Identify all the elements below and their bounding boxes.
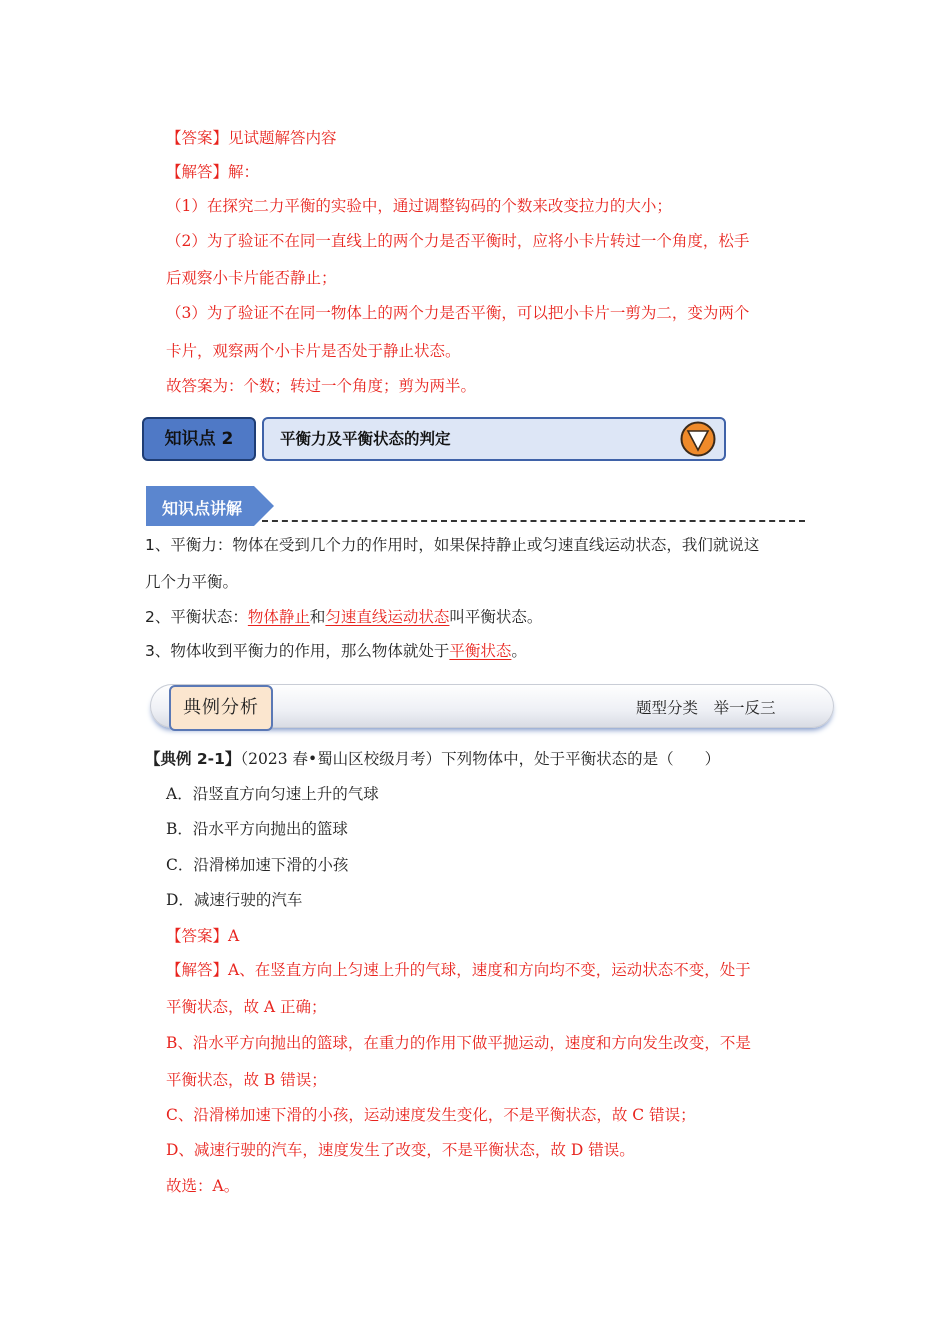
lecture-paragraph-3 — [145, 641, 527, 661]
p2-term-uniform-motion: 匀速直线运动状态 — [325, 608, 450, 626]
p2-mid: 和 — [309, 608, 326, 626]
example-solution-a-text: A、在竖直方向上匀速上升的气球，速度和方向均不变，运动状态不变，处于 — [228, 961, 751, 979]
solution-line — [166, 162, 259, 182]
p2-term-static: 物体静止 — [247, 608, 310, 626]
example-solution-c: C、沿滑梯加速下滑的小孩，运动速度发生变化，不是平衡状态，故 C 错误； — [166, 1106, 696, 1124]
solution-label: 【解答】 — [166, 163, 229, 181]
option-b: B．沿水平方向抛出的篮球 — [166, 820, 348, 838]
solution-text: 解： — [228, 163, 260, 181]
example-question-text: （2023 春•蜀山区校级月考）下列物体中，处于平衡状态的是（ ） — [240, 750, 721, 768]
example-answer — [166, 926, 239, 946]
p3-prefix: 3、物体收到平衡力的作用，那么物体就处于 — [145, 642, 450, 660]
answer-text: 见试题解答内容 — [228, 129, 337, 147]
option-a: A．沿竖直方向匀速上升的气球 — [166, 785, 379, 803]
lecture-paragraph-1: 1、平衡力：物体在受到几个力的作用时，如果保持静止或匀速直线运动状态，我们就说这 — [145, 536, 760, 554]
example-final-choice: 故选：A。 — [166, 1177, 240, 1195]
knowledge-point-title: 平衡力及平衡状态的判定 — [280, 430, 451, 448]
knowledge-point-tag: 知识点 2 — [142, 417, 256, 461]
p2-suffix: 叫平衡状态。 — [449, 608, 543, 626]
solution-step-2-cont: 后观察小卡片能否静止； — [166, 269, 337, 287]
example-solution-d: D、减速行驶的汽车，速度发生了改变，不是平衡状态，故 D 错误。 — [166, 1141, 635, 1159]
answer-line — [166, 128, 337, 148]
solution-step-3-cont: 卡片，观察两个小卡片是否处于静止状态。 — [166, 342, 461, 360]
example-solution-label: 【解答】 — [166, 961, 229, 979]
down-triangle-circle-icon — [680, 421, 716, 457]
lecture-paragraph-2 — [145, 607, 542, 627]
example-solution-a-cont: 平衡状态，故 A 正确； — [166, 998, 327, 1016]
lecture-tag-label: 知识点讲解 — [162, 499, 243, 518]
p3-term-balanced-state: 平衡状态 — [449, 642, 512, 660]
solution-step-3: （3）为了验证不在同一物体上的两个力是否平衡，可以把小卡片一剪为二，变为两个 — [166, 304, 750, 322]
example-answer-value: A — [228, 927, 240, 945]
final-answer: 故答案为：个数；转过一个角度；剪为两半。 — [166, 377, 477, 395]
solution-step-2: （2）为了验证不在同一直线上的两个力是否平衡时，应将小卡片转过一个角度，松手 — [166, 232, 750, 250]
dashed-divider — [262, 520, 805, 522]
example-header-subtitle: 题型分类 举一反三 — [636, 699, 776, 717]
example-solution-a — [166, 960, 751, 980]
answer-label: 【答案】 — [166, 129, 229, 147]
p3-suffix: 。 — [511, 642, 527, 660]
example-answer-label: 【答案】 — [166, 927, 229, 945]
example-header-tag: 典例分析 — [169, 685, 273, 731]
example-solution-b-cont: 平衡状态，故 B 错误； — [166, 1071, 327, 1089]
solution-step-1: （1）在探究二力平衡的实验中，通过调整钩码的个数来改变拉力的大小； — [166, 197, 672, 215]
option-c: C．沿滑梯加速下滑的小孩 — [166, 856, 349, 874]
example-label: 【典例 2-1】 — [145, 750, 241, 768]
example-solution-b: B、沿水平方向抛出的篮球，在重力的作用下做平抛运动，速度和方向发生改变，不是 — [166, 1034, 751, 1052]
lecture-paragraph-1-cont: 几个力平衡。 — [145, 573, 239, 591]
example-question — [145, 749, 720, 769]
knowledge-point-bar — [262, 417, 726, 461]
option-d: D．减速行驶的汽车 — [166, 891, 303, 909]
p2-prefix: 2、平衡状态： — [145, 608, 248, 626]
